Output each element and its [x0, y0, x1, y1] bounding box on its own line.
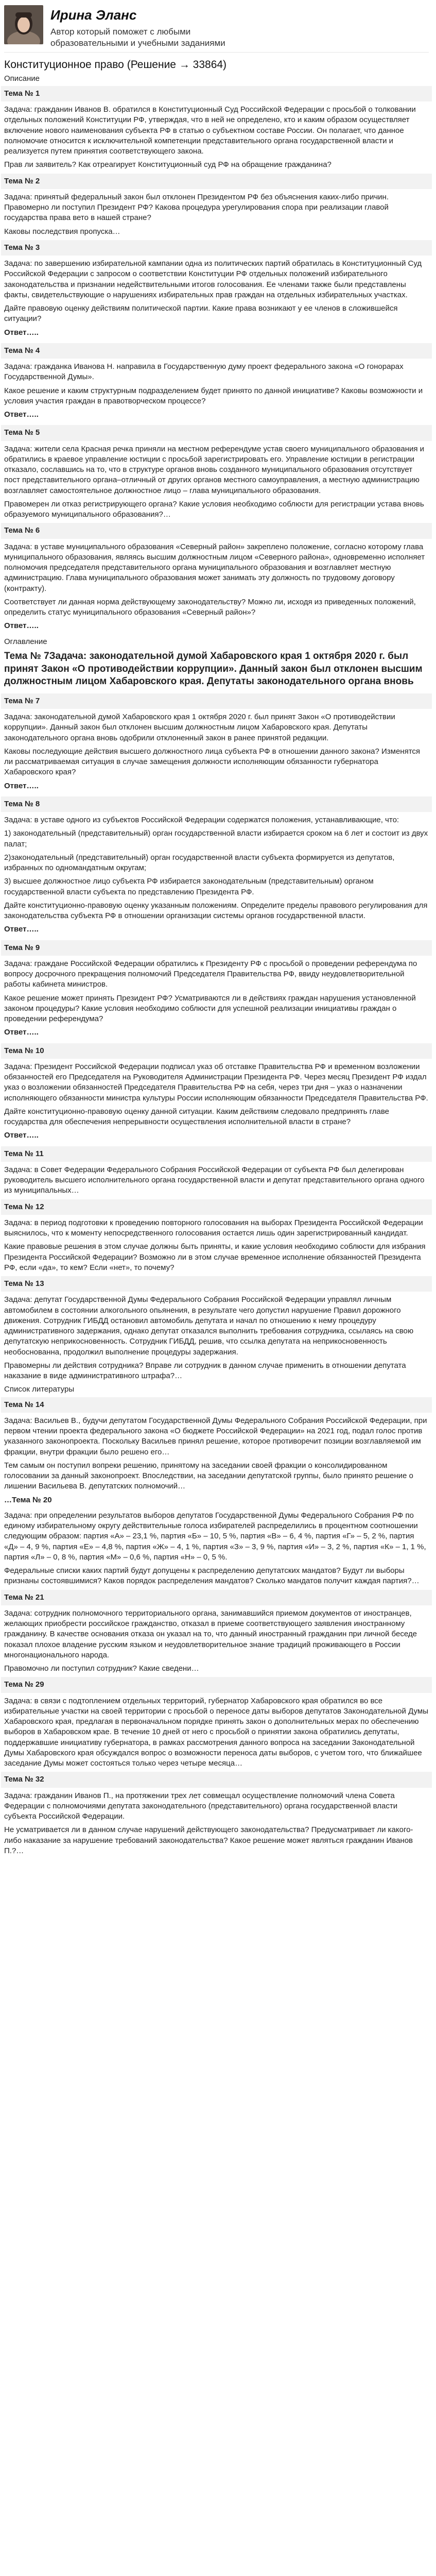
- task-paragraph: Не усматривается ли в данном случае нарушений действующего законодательства? Предусматривает ли какого-либо наказание за нарушение требований законодательства? Какое решение может являться гражданин Иванов П.?…: [4, 1825, 413, 1855]
- task-paragraph: Задача: законодательной думой Хабаровского края 1 октября 2020 г. был принят Закон «О противодействии коррупции». Данный закон был отклонен высшим должностным лицом Хабаровского края. Депутаты законодательного органа вновь одобрили отклоненный закон в ранее принятой редакции.: [4, 713, 395, 742]
- section-label: Список литературы: [4, 1385, 75, 1394]
- task-paragraph: Задача: депутат Государственной Думы Федерального Собрания Российской Федерации управлял личным автомобилем в состоянии алкогольного опьянения, в результате чего допустил нарушение Правил дорожного движения. Сотрудник ГИБДД остановил автомобиль депутата и начал по отношению к нему процедуру административного задержания, однако депутат отказался выполнить требования сотрудника, ссылаясь на свою депутатскую неприкосновенность. Сотрудник ГИБДД, решив, что ссылка депутата на неприкосновенность необоснованна, продолжил выполнение процедуры задержания.: [4, 1295, 414, 1357]
- description-label: Описание: [4, 74, 40, 83]
- task-paragraph: Задача: Президент Российской Федерации подписал указ об отставке Правительства РФ и временном возложении обязанностей его Председателя на Руководителя Администрации Президента РФ. Через месяц Президент РФ издал указ о возложении обязанностей Председателя Правительства РФ на себя, через три дня – указ о назначении исполняющего обязанности министра культуры России исполняющим обязанности Председателя Правительства РФ.: [4, 1062, 428, 1103]
- task-paragraph: Задача: гражданин Иванов В. обратился в Конституционный Суд Российской Федерации с просьбой о толковании отдельных положений Конституции РФ, утверждая, что в ней не определено, кто и каким образом осуществляет включение нового наименования субъекта РФ в статью о субъектном составе России. Он полагает, что данное полномочие относится к исключительной компетенции представительного органа государственной власти и реализуется путем принятия соответствующего закона.: [4, 105, 416, 156]
- task-paragraph: Задача: в Совет Федерации Федерального Собрания Российской Федерации от субъекта РФ был делегирован руководитель высшего исполнительного органа государственной власти и депутат представительного органа одного из муниципальных…: [4, 1165, 425, 1195]
- topic-heading: Тема № 13: [1, 1276, 432, 1292]
- topic-heading: Тема № 29: [1, 1677, 432, 1692]
- task-paragraph: Правомерны ли действия сотрудника? Вправе ли сотрудник в данном случае применить в отношении депутата наказание в виде административного штрафа?…: [4, 1361, 406, 1381]
- topic-heading: Тема № 8: [1, 796, 432, 812]
- task-paragraph: Задача: в связи с подтоплением отдельных территорий, губернатор Хабаровского края обратился во все избирательные участки на своей территории с просьбой о переносе даты выборов депутатов Законодательной Думы Хабаровского края, предлагая в первоначальном порядке принять закон о дополнительных мерах по обеспечению выборов в Хабаровском крае. В течение 10 дней от него с просьбой о принятии закона обратились депутаты, поддержавшие инициативу губернатора, в рамках рассмотрения данного вопроса на заседании Законодательной Думы Хабаровского края обсуждался вопрос о возможности переноса даты выборов, с учетом того, что ближайшее заседание Думы может состояться только через четыре месяца…: [4, 1696, 428, 1768]
- task-paragraph: Дайте правовую оценку действиям политической партии. Какие права возникают у ее членов в сложившейся ситуации?: [4, 304, 398, 324]
- topic-heading: Тема № 4: [1, 343, 432, 359]
- author-info: [50, 5, 267, 49]
- answer-placeholder: Ответ…..: [4, 925, 39, 934]
- topic-heading: Тема № 11: [1, 1146, 432, 1162]
- topic-heading: Тема № 9: [1, 940, 432, 956]
- task-paragraph: Какие правовые решения в этом случае должны быть приняты, и какие условия необходимо соблюсти для избрания Президента Российской Федерации? Возможно ли в этом случае временное исполнение обязанностей Президента РФ, если «да», то кем? Если «нет», то почему?: [4, 1242, 426, 1272]
- task-paragraph: Задача: граждане Российской Федерации обратились к Президенту РФ с просьбой о проведении референдума по вопросу досрочного прекращения полномочий Председателя Правительства РФ, ввиду неудовлетворительной работы кабинета министров.: [4, 959, 417, 989]
- answer-placeholder: Ответ…..: [4, 1028, 39, 1037]
- task-paragraph: Правомочно ли поступил сотрудник? Какие сведени…: [4, 1664, 199, 1673]
- task-paragraph: Задача: при определении результатов выборов депутатов Государственной Думы Федерального Собрания РФ по единому избирательному округу действительные голоса избирателей распределились в процентном соотношении следующим образом: партия «А» – 23,1 %, партия «Б» – 10, 5 %, партия «В» – 6, 4 %, партия «Г» – 5, 2 %, партия «Д» – 4, 9 %, партия «Е» – 4,8 %, партия «Ж» – 4, 1 %, партия «З» – 3, 9 %, партия «И» – 3, 2 %, партия «К» – 1, 1 %, партия «Л» – 0, 8 %, партия «М» – 0,6 %, партия «Н» – 0, 5 %.: [4, 1511, 426, 1562]
- task-paragraph: Какое решение и каким структурным подразделением будет принято по данной инициативе? Каковы возможности и условия участия граждан в правотворческом процессе?: [4, 386, 423, 405]
- topic-heading: Тема № 5: [1, 425, 432, 440]
- task-paragraph: Задача: жители села Красная речка приняли на местном референдуме устав своего муниципального образования и обратились в краевое управление юстиции с просьбой зарегистрировать его. Управление юстиции в регистрации отказало, сославшись на то, что в структуре органов вновь созданного муниципального образования отсутствует пост представительного органа–отличный от других органов местного самоуправления, а местную администрацию возглавляет самостоятельное должностное лицо – глава муниципального образования.: [4, 444, 425, 495]
- task-paragraph: Задача: в уставе одного из субъектов Российской Федерации содержатся положения, устанавливающие, что:: [4, 816, 399, 825]
- task-paragraph: Федеральные списки каких партий будут допущены к распределению депутатских мандатов? Будут ли выборы признаны состоявшимися? Каков порядок распределения мандатов? Сколько мандатов получит каждая партия?…: [4, 1566, 420, 1586]
- task-paragraph: Какое решение может принять Президент РФ? Усматриваются ли в действиях граждан нарушения установленной законом процедуры? Какие условия необходимо соблюсти для успешной реализации инициативы граждан о проведении референдума?: [4, 993, 416, 1024]
- task-paragraph: 3) высшее должностное лицо субъекта РФ избирается законодательным (представительным) органом государственной власти субъекта по представлению Президента РФ.: [4, 877, 374, 896]
- topic-heading: Тема № 21: [1, 1590, 432, 1605]
- task-paragraph: Задача: принятый федеральный закон был отклонен Президентом РФ без объяснения каких-либо причин. Правомерно ли поступил Президент РФ? Какова процедура урегулирования спора при реализации главой государства права вето в нашей стране?: [4, 192, 389, 223]
- document-body: [4, 86, 429, 1856]
- author-name[interactable]: Ирина Эланс: [50, 7, 137, 23]
- task-paragraph: Задача: гражданин Иванов П., на протяжении трех лет совмещал осуществление полномочий члена Совета Федерации с полномочиями депутата законодательного (представительного) органа государственной власти субъекта Российской Федерации.: [4, 1791, 398, 1821]
- task-paragraph: 1) законодательный (представительный) орган государственной власти избирается сроком на 6 лет и состоит из двух палат;: [4, 829, 428, 849]
- author-header: [4, 0, 429, 53]
- task-paragraph: 2)законодательный (представительный) орган государственной власти субъекта формируется из депутатов, избранных по одномандатным округам;: [4, 853, 395, 873]
- task-paragraph: Задача: сотрудник полномочного территориального органа, занимавшийся приемом документов от иностранцев, желающих приобрести российское гражданство, отказал в приеме соответствующего заявления иностранному гражданину. В качестве основания отказа он указал на то, что данный иностранный гражданин при личной беседе показал плохое владение русским языком и неудовлетворительное знание традиций проживающего в России многонационального народа.: [4, 1608, 417, 1659]
- task-paragraph: Каковы последующие действия высшего должностного лица субъекта РФ в отношении данного закона? Изменятся ли рассматриваемая ситуация в случае замещения должности исполняющим обязанности губернатора Хабаровского края?: [4, 747, 421, 777]
- task-paragraph: Прав ли заявитель? Как отреагирует Конституционный суд РФ на обращение гражданина?: [4, 160, 332, 170]
- answer-placeholder: Ответ…..: [4, 410, 39, 419]
- document-title: Конституционное право (Решение → 33864): [4, 59, 227, 71]
- topic-heading: Тема № 32: [1, 1772, 432, 1787]
- answer-placeholder: …Тема № 20: [4, 1495, 52, 1504]
- topic-heading: Тема № 7: [1, 693, 432, 709]
- answer-placeholder: Ответ…..: [4, 328, 39, 337]
- author-avatar-icon: [4, 5, 43, 44]
- topic-heading: Тема № 3: [1, 240, 432, 256]
- section-label: Оглавление: [4, 637, 47, 646]
- task-paragraph: Соответствует ли данная норма действующему законодательству? Можно ли, исходя из приведенных положений, определить статус муниципального образования «Северный район»?: [4, 597, 416, 617]
- task-paragraph: Дайте конституционно-правовую оценку данной ситуации. Каким действиям следовало предпринять главе государства для обеспечения непрерывности осуществления исполнительной власти в стране?: [4, 1107, 390, 1127]
- task-paragraph: Каковы последствия пропуска…: [4, 227, 120, 236]
- topic-heading: Тема № 2: [1, 174, 432, 189]
- task-paragraph: Задача: в уставе муниципального образования «Северный район» закреплено положение, согласно которому глава муниципального образования, являясь высшим должностным лицом «Северного района», одновременно исполняет полномочия председателя представительного органа муниципального образования и возглавляет местную администрацию. Глава муниципального образования может занимать эту должность по трудовому договору (контракту).: [4, 542, 425, 593]
- topic-heading: Тема № 14: [1, 1397, 432, 1413]
- task-paragraph: Правомерен ли отказ регистрирующего органа? Какие условия необходимо соблюсти для регистрации устава вновь образуемого муниципального образования?…: [4, 499, 424, 519]
- answer-placeholder: Ответ…..: [4, 621, 39, 631]
- author-avatar[interactable]: [4, 5, 43, 44]
- task-paragraph: Задача: в период подготовки к проведению повторного голосования на выборах Президента Российской Федерации выяснилось, что к моменту непосредственного голосования остается лишь один зарегистрированный кандидат.: [4, 1218, 423, 1238]
- answer-placeholder: Ответ…..: [4, 781, 39, 790]
- answer-placeholder: Ответ…..: [4, 1131, 39, 1140]
- featured-topic-heading: Тема № 7Задача: законодательной думой Хабаровского края 1 октября 2020 г. был принят Закон «О противодействии коррупции». Данный закон был отклонен высшим должностным лицом Хабаровского края. Депутаты законодательного органа вновь: [4, 650, 423, 687]
- task-paragraph: Задача: по завершению избирательной кампании одна из политических партий обратилась в Конституционный Суд Российской Федерации с запросом о соответствии Конституции РФ отдельных положений избирательного законодательства и признании недействительными итогов голосования. Ее членами также были представлены факты, свидетельствующие о нарушениях избирательных прав граждан на отдельных избирательных участках.: [4, 259, 422, 299]
- author-description: Автор который поможет с любыми образовательными и учебными заданиями: [50, 27, 225, 48]
- topic-heading: Тема № 10: [1, 1043, 432, 1059]
- task-paragraph: Тем самым он поступил вопреки решению, принятому на заседании своей фракции о консолидированном голосовании за данный законопроект. Впоследствии, на заседании депутатской группы, было принято решение о лишении Васильева В. депутатских полномочий…: [4, 1461, 413, 1491]
- topic-heading: Тема № 1: [1, 86, 432, 101]
- task-paragraph: Дайте конституционно-правовую оценку указанным положениям. Определите пределы правового регулирования для законодательства субъекта РФ в отношении организации системы органов государственной власти.: [4, 901, 428, 921]
- task-paragraph: Задача: гражданка Иванова Н. направила в Государственную думу проект федерального закона «О гонорарах Государственной Думы».: [4, 362, 404, 382]
- topic-heading: Тема № 6: [1, 523, 432, 538]
- topic-heading: Тема № 12: [1, 1199, 432, 1215]
- task-paragraph: Задача: Васильев В., будучи депутатом Государственной Думы Федерального Собрания Российской Федерации, при первом чтении проекта федерального закона «О бюджете Российской Федерации» на 2021 год, подал голос против указанного законопроекта. Поскольку Васильев принял решение, которое противоречит позиции возглавляемой им фракции, внутри фракции было решено его…: [4, 1416, 427, 1456]
